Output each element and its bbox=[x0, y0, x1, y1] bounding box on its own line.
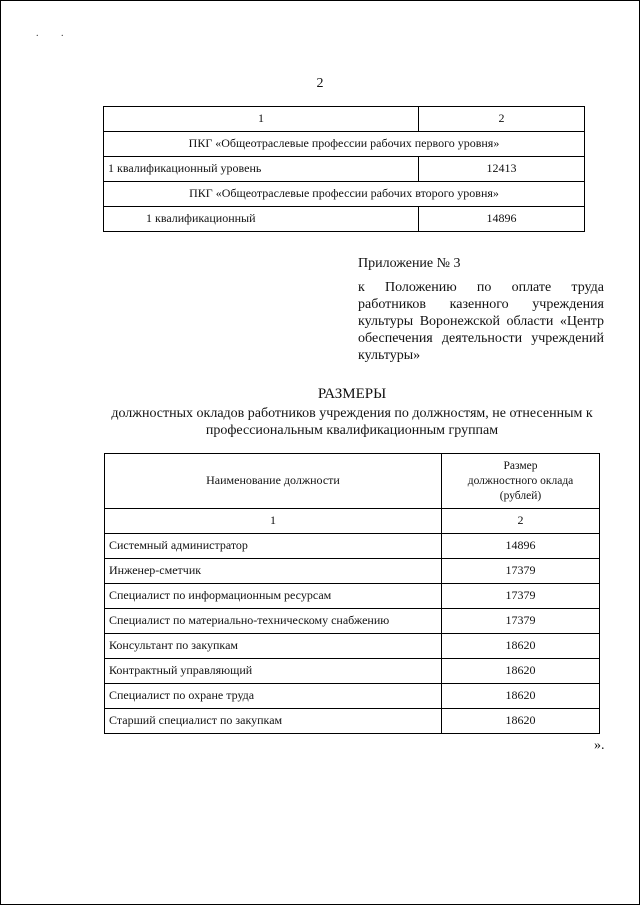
appendix-text: к Положению по оплате труда работников казенного учреждения культуры Воронежской области «Центр обеспечения деятельности учреждений культуры» bbox=[358, 280, 604, 363]
document-heading bbox=[60, 386, 640, 439]
table-row bbox=[104, 157, 585, 182]
salary-value-cell: 12413 bbox=[419, 157, 585, 182]
position-name-cell: Инженер-сметчик bbox=[105, 559, 442, 584]
heading-subtitle-line1: должностных окладов работников учреждения по должностям, не отнесенным к bbox=[111, 406, 593, 421]
salary-value-cell: 14896 bbox=[419, 207, 585, 232]
table-row bbox=[105, 659, 600, 684]
position-name-header: Наименование должности bbox=[105, 454, 442, 509]
position-name-cell: Контрактный управляющий bbox=[105, 659, 442, 684]
position-name-cell: Старший специалист по закупкам bbox=[105, 709, 442, 734]
qualification-groups-table bbox=[103, 106, 585, 232]
level-name-cell: 1 квалификационный bbox=[104, 207, 419, 232]
salary-header bbox=[442, 454, 600, 509]
column-number-cell: 1 bbox=[104, 107, 419, 132]
scan-marks: . . bbox=[36, 28, 74, 39]
salary-value-cell: 18620 bbox=[442, 684, 600, 709]
table-row bbox=[105, 559, 600, 584]
level-name-cell: 1 квалификационный уровень bbox=[104, 157, 419, 182]
table-header-row bbox=[105, 454, 600, 509]
heading-subtitle-line2: профессиональным квалификационным группам bbox=[205, 423, 499, 438]
salary-value-cell: 18620 bbox=[442, 634, 600, 659]
group-title-row bbox=[104, 182, 585, 207]
table-row bbox=[105, 609, 600, 634]
salary-table bbox=[104, 453, 600, 734]
heading-title: РАЗМЕРЫ bbox=[317, 386, 387, 402]
table-row bbox=[105, 534, 600, 559]
salary-value-cell: 18620 bbox=[442, 659, 600, 684]
position-name-cell: Специалист по материально-техническому снабжению bbox=[105, 609, 442, 634]
column-number-row bbox=[105, 509, 600, 534]
group-title-cell: ПКГ «Общеотраслевые профессии рабочих второго уровня» bbox=[104, 182, 585, 207]
table-row bbox=[105, 634, 600, 659]
salary-header-line3: (рублей) bbox=[499, 489, 542, 502]
position-name-cell: Системный администратор bbox=[105, 534, 442, 559]
group-title-row bbox=[104, 132, 585, 157]
salary-header-line1: Размер bbox=[503, 459, 538, 472]
table-row bbox=[104, 207, 585, 232]
salary-value-cell: 14896 bbox=[442, 534, 600, 559]
group-title-cell: ПКГ «Общеотраслевые профессии рабочих первого уровня» bbox=[104, 132, 585, 157]
appendix-block bbox=[358, 256, 604, 364]
column-number-cell: 2 bbox=[419, 107, 585, 132]
column-number-cell: 1 bbox=[105, 509, 442, 534]
table-header-row bbox=[104, 107, 585, 132]
table-row bbox=[105, 709, 600, 734]
appendix-title: Приложение № 3 bbox=[358, 256, 461, 271]
salary-header-line2: должностного оклада bbox=[467, 474, 574, 487]
table-row bbox=[105, 684, 600, 709]
salary-value-cell: 17379 bbox=[442, 584, 600, 609]
salary-value-cell: 17379 bbox=[442, 559, 600, 584]
closing-quote: ». bbox=[594, 738, 605, 753]
table-row bbox=[105, 584, 600, 609]
column-number-cell: 2 bbox=[442, 509, 600, 534]
position-name-cell: Специалист по охране труда bbox=[105, 684, 442, 709]
salary-value-cell: 17379 bbox=[442, 609, 600, 634]
position-name-cell: Консультант по закупкам bbox=[105, 634, 442, 659]
salary-value-cell: 18620 bbox=[442, 709, 600, 734]
page-number: 2 bbox=[316, 76, 324, 91]
position-name-cell: Специалист по информационным ресурсам bbox=[105, 584, 442, 609]
